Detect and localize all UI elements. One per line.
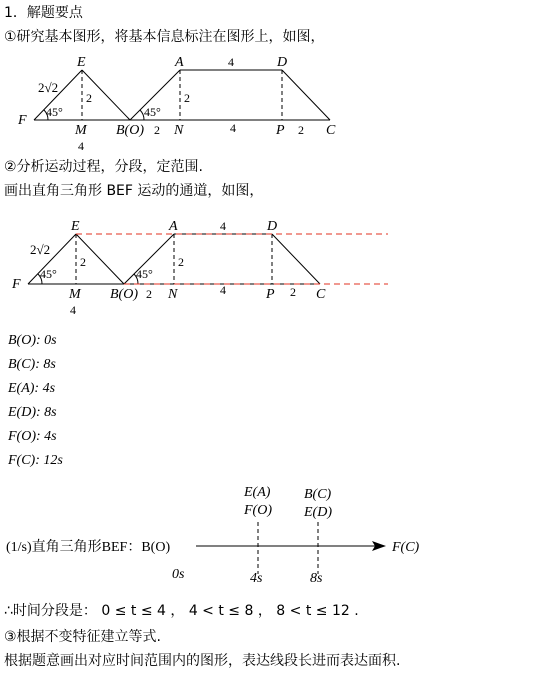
label-height-1: 2 <box>86 91 92 105</box>
timeline <box>0 478 533 588</box>
step1-text: ①研究基本图形，将基本信息标注在图形上，如图， <box>4 29 325 45</box>
step2-text: ②分析运动过程，分段，定范围. <box>4 159 204 175</box>
mark1-bottom: F(O) <box>244 503 272 518</box>
label-angle-1: 45° <box>46 105 63 119</box>
figure-basic-shape <box>0 52 533 152</box>
point-A: A <box>169 219 178 234</box>
label-angle-2: 45° <box>136 267 153 281</box>
time-item: F(O): 4s <box>8 429 57 444</box>
point-D: D <box>267 219 278 234</box>
label-ON: 2 <box>154 123 160 137</box>
label-height-2: 2 <box>184 91 190 105</box>
mark2-top: B(C) <box>304 487 332 502</box>
segmentation-text: ∴时间分段是： 0 ≤ t ≤ 4 ， 4 < t ≤ 8 ， 8 < t ≤ 12 . <box>4 603 359 619</box>
point-M: M <box>69 287 81 302</box>
step3-text: ③根据不变特征建立等式. <box>4 629 162 645</box>
mark2-bottom: E(D) <box>304 505 332 520</box>
label-PC: 2 <box>298 123 304 137</box>
label-height-1: 2 <box>80 255 86 269</box>
point-A: A <box>175 55 184 70</box>
point-N: N <box>168 287 178 302</box>
point-BO: B(O) <box>116 123 144 138</box>
label-AD: 4 <box>220 219 226 233</box>
timeline-end: F(C) <box>392 540 420 555</box>
time-0: 0s <box>172 567 185 582</box>
point-P: P <box>276 123 285 138</box>
time-item: B(O): 0s <box>8 333 57 348</box>
time-item: B(C): 8s <box>8 357 56 372</box>
point-F: F <box>12 277 21 292</box>
conclusion-text: 根据题意画出对应时间范围内的图形，表达线段长进而表达面积. <box>4 653 401 669</box>
timeline-label: (1/s)直角三角形BEF：B(O) <box>6 540 171 555</box>
point-BO: B(O) <box>110 287 138 302</box>
heading: 1．解题要点 <box>4 5 83 21</box>
label-hyp: 2√2 <box>38 80 59 95</box>
label-NP: 4 <box>220 283 226 297</box>
point-F: F <box>18 113 27 128</box>
label-FM: 4 <box>70 303 76 317</box>
point-D: D <box>277 55 288 70</box>
label-FM: 4 <box>78 139 84 152</box>
label-hyp: 2√2 <box>30 242 51 257</box>
label-AD: 4 <box>228 55 234 69</box>
label-angle-1: 45° <box>40 267 57 281</box>
point-E: E <box>77 55 86 70</box>
label-angle-2: 45° <box>144 105 161 119</box>
label-ON: 2 <box>146 287 152 301</box>
point-N: N <box>174 123 184 138</box>
point-C: C <box>316 287 326 302</box>
figure-motion-channel <box>0 212 533 322</box>
point-M: M <box>75 123 87 138</box>
point-C: C <box>326 123 336 138</box>
label-PC: 2 <box>290 285 296 299</box>
time-item: E(D): 8s <box>8 405 57 420</box>
point-P: P <box>266 287 275 302</box>
time-list <box>8 333 63 477</box>
label-NP: 4 <box>230 121 236 135</box>
time-4: 4s <box>250 571 263 586</box>
time-item: E(A): 4s <box>8 381 56 396</box>
mark1-top: E(A) <box>244 485 271 500</box>
point-E: E <box>71 219 80 234</box>
time-item: F(C): 12s <box>8 453 63 468</box>
time-8: 8s <box>310 571 323 586</box>
step2-sub-text: 画出直角三角形 BEF 运动的通道，如图， <box>4 183 264 199</box>
label-height-2: 2 <box>178 255 184 269</box>
